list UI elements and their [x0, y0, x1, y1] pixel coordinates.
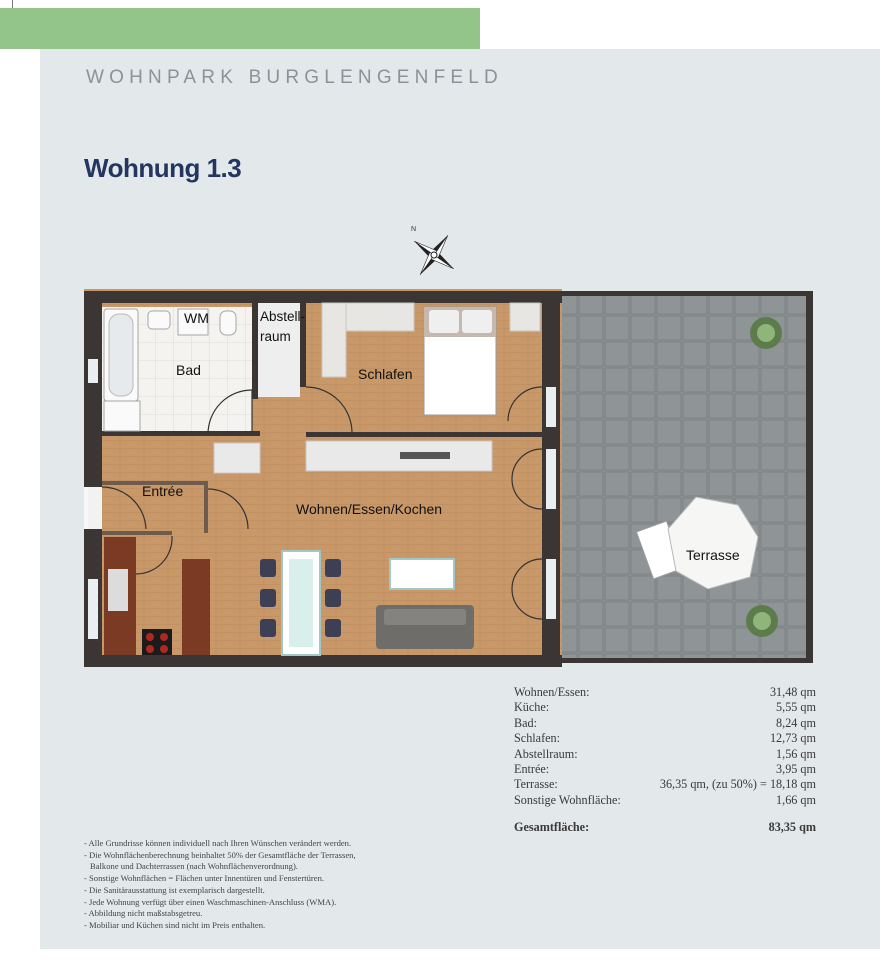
area-label: Entrée: [514, 761, 550, 776]
total-label: Gesamtfläche: [514, 820, 590, 835]
area-label: Küche: [514, 700, 550, 715]
footnote: - Alle Grundrisse können individuell nach Ihren Wünschen verändert werden. [84, 838, 352, 848]
area-row [514, 762, 816, 777]
footnotes [84, 838, 464, 932]
area-value: 36,35 qm, (zu 50%) = 18,18 qm [659, 777, 816, 792]
area-label: Sonstige Wohnfläche: [514, 792, 621, 807]
area-value: 5,55 qm [776, 700, 816, 715]
brand-name: WOHNPARK BURGLENGENFELD [86, 67, 503, 88]
area-row [514, 700, 816, 715]
area-row [514, 731, 816, 746]
footnote: - Sonstige Wohnflächen = Flächen unter Innentüren und Fenstertüren. [84, 873, 325, 884]
room-label-abstell-2: raum [260, 329, 291, 344]
area-value: 3,95 qm [776, 761, 816, 776]
crop-mark [12, 0, 13, 8]
area-label: Schlafen: [514, 731, 561, 746]
area-value: 8,24 qm [776, 715, 816, 730]
accent-bar [0, 8, 480, 49]
footnote: Balkone und Dachterrassen (nach Wohnflächenverordnung). [90, 861, 298, 872]
page-title: Wohnung 1.3 [84, 153, 242, 183]
area-label: Wohnen/Essen: [514, 685, 590, 699]
area-label: Abstellraum: [514, 746, 578, 761]
footnote: - Jede Wohnung verfügt über einen Waschmaschinen-Anschluss (WMA). [84, 896, 337, 907]
compass-icon [404, 222, 464, 282]
room-label-bad: Bad [176, 362, 201, 378]
area-label: Bad: [514, 715, 538, 730]
north-label: N [411, 226, 417, 233]
page-sheet [40, 49, 880, 949]
area-row [514, 685, 816, 700]
area-value: 1,66 qm [776, 792, 816, 807]
area-value: 1,56 qm [776, 746, 816, 761]
area-value: 12,73 qm [769, 731, 816, 746]
area-total-row [514, 820, 816, 835]
room-label-wohnen: Wohnen/Essen/Kochen [296, 501, 443, 517]
room-label-entree: Entrée [142, 483, 184, 499]
area-row [514, 793, 816, 808]
room-label-wm: WM [184, 310, 209, 326]
room-label-abstell-1: Abstell- [260, 309, 306, 324]
area-row [514, 716, 816, 731]
footnote: - Die Sanitärausstattung ist exemplarisch dargestellt. [84, 884, 265, 895]
floor-plan [84, 289, 824, 674]
area-label: Terrasse: [514, 777, 558, 792]
area-row [514, 747, 816, 762]
area-value: 31,48 qm [769, 685, 816, 699]
area-row [514, 777, 816, 792]
room-label-terrasse: Terrasse [686, 547, 740, 563]
room-label-schlafen: Schlafen [358, 366, 413, 382]
area-table [514, 685, 816, 836]
footnote: - Abbildung nicht maßstabsgetreu. [84, 908, 203, 919]
footnote: - Die Wohnflächenberechnung beinhaltet 50% der Gesamtfläche der Terrassen, [84, 849, 356, 860]
footnote: - Mobiliar und Küchen sind nicht im Preis enthalten. [84, 919, 266, 930]
total-value: 83,35 qm [768, 820, 816, 835]
